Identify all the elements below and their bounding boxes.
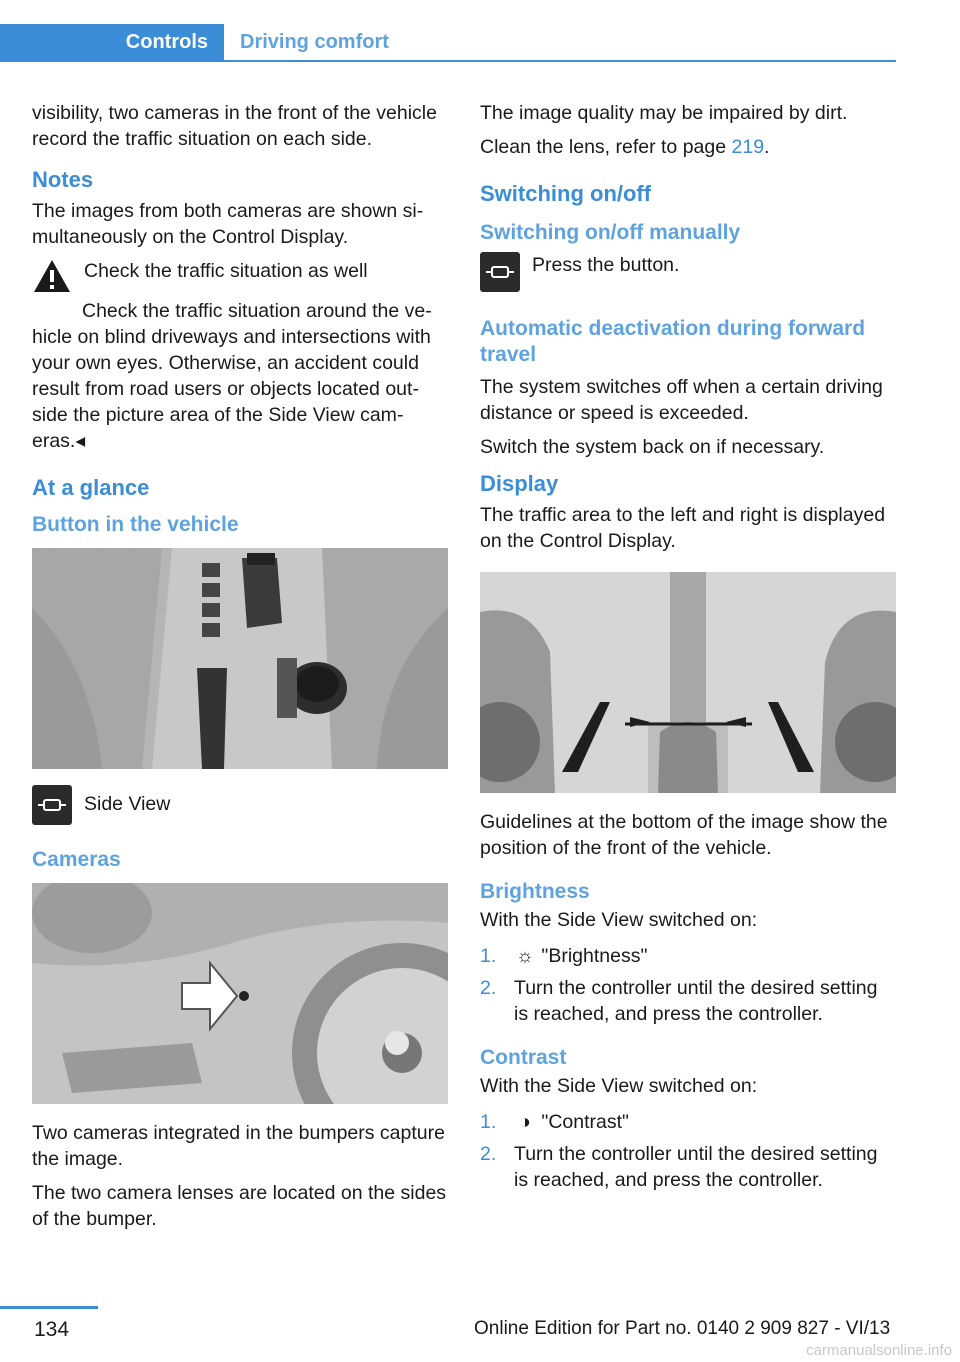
side-view-label: Side View — [84, 793, 171, 815]
tab-controls[interactable]: Controls — [0, 24, 224, 60]
side-view-display-illustration — [480, 572, 896, 793]
switching-manually-heading: Switching on/off manually — [480, 221, 741, 244]
automatic-deactivation-heading: Automatic deactivation during forward travel — [480, 317, 866, 366]
side-view-button-icon-2[interactable] — [480, 252, 520, 292]
warning-triangle-icon — [32, 258, 72, 294]
edition-text: Online Edition for Part no. 0140 2 909 827 - VI/13 — [474, 1318, 891, 1339]
list-item: 1. ☼ "Brightness" — [480, 945, 648, 967]
press-button-text: Press the button. — [532, 254, 680, 276]
side-view-icon — [485, 261, 515, 283]
brightness-menu-item[interactable]: "Brightness" — [541, 945, 648, 967]
switching-heading: Switching on/off — [480, 181, 652, 206]
control-display-image — [480, 572, 896, 793]
side-view-button-icon[interactable] — [32, 785, 72, 825]
cameras-heading: Cameras — [32, 848, 121, 871]
left-column — [32, 100, 448, 1240]
page-219-link[interactable]: 219 — [731, 136, 765, 158]
notes-heading: Notes — [32, 167, 94, 192]
contrast-menu-item[interactable]: "Contrast" — [541, 1111, 629, 1133]
contrast-steps — [480, 1109, 896, 1193]
right-column — [480, 100, 896, 1199]
auto-deactivation-text-1: The system switches off when a certain driving distance or speed is exceeded. — [480, 376, 883, 424]
cameras-text-2: The two camera lenses are located on the sides of the bumper. — [32, 1182, 447, 1230]
notes-paragraph: The images from both cameras are shown simultaneously on the Control Display. — [32, 200, 424, 248]
console-button-image — [32, 548, 448, 769]
center-console-illustration — [32, 548, 448, 769]
at-a-glance-heading: At a glance — [32, 475, 150, 500]
brightness-icon: ☼ — [516, 945, 534, 967]
side-view-icon — [37, 794, 67, 816]
brightness-intro: With the Side View switched on: — [480, 909, 758, 931]
display-text: The traffic area to the left and right is displayed on the Control Display. — [480, 504, 886, 552]
side-view-button-row — [32, 785, 448, 825]
warning-text: Check the traffic situation around the vehicle on blind driveways and intersections with your own eyes. Otherwise, an accident could result from road users or objects located outside the picture area of the Side View cameras.◂ — [32, 300, 432, 452]
button-in-vehicle-heading: Button in the vehicle — [32, 513, 239, 536]
list-item: 1. ◑ "Contrast" — [480, 1111, 629, 1133]
manual-button-row — [480, 252, 896, 292]
intro-paragraph: visibility, two cameras in the front of the vehicle record the traffic situation on each side. — [32, 102, 437, 150]
camera-location-image — [32, 883, 448, 1104]
list-item: 2. Turn the controller until the desired setting is reached, and press the controller. — [480, 1143, 878, 1191]
page-number: 134 — [34, 1318, 70, 1341]
bumper-camera-illustration — [32, 883, 448, 1104]
contrast-intro: With the Side View switched on: — [480, 1075, 758, 1097]
footer-accent-line — [0, 1306, 98, 1309]
watermark: carmanualsonline.info — [806, 1342, 952, 1359]
page-header — [0, 24, 896, 62]
cameras-text-1: Two cameras integrated in the bumpers capture the image. — [32, 1122, 445, 1170]
warning-title: Check the traffic situation as well — [84, 260, 368, 282]
brightness-heading: Brightness — [480, 880, 590, 903]
warning-block — [32, 258, 448, 294]
auto-deactivation-text-2: Switch the system back on if necessary. — [480, 436, 825, 458]
contrast-icon: ◑ — [519, 1111, 531, 1133]
display-heading: Display — [480, 471, 559, 496]
clean-lens-text: Clean the lens, refer to page 219. — [480, 136, 770, 158]
brightness-steps — [480, 943, 896, 1027]
tab-driving-comfort[interactable]: Driving comfort — [240, 30, 389, 53]
image-quality-text: The image quality may be impaired by dirt. — [480, 102, 848, 124]
guidelines-text: Guidelines at the bottom of the image show the position of the front of the vehicle. — [480, 811, 888, 859]
list-item: 2. Turn the controller until the desired setting is reached, and press the controller. — [480, 977, 878, 1025]
contrast-heading: Contrast — [480, 1046, 567, 1069]
